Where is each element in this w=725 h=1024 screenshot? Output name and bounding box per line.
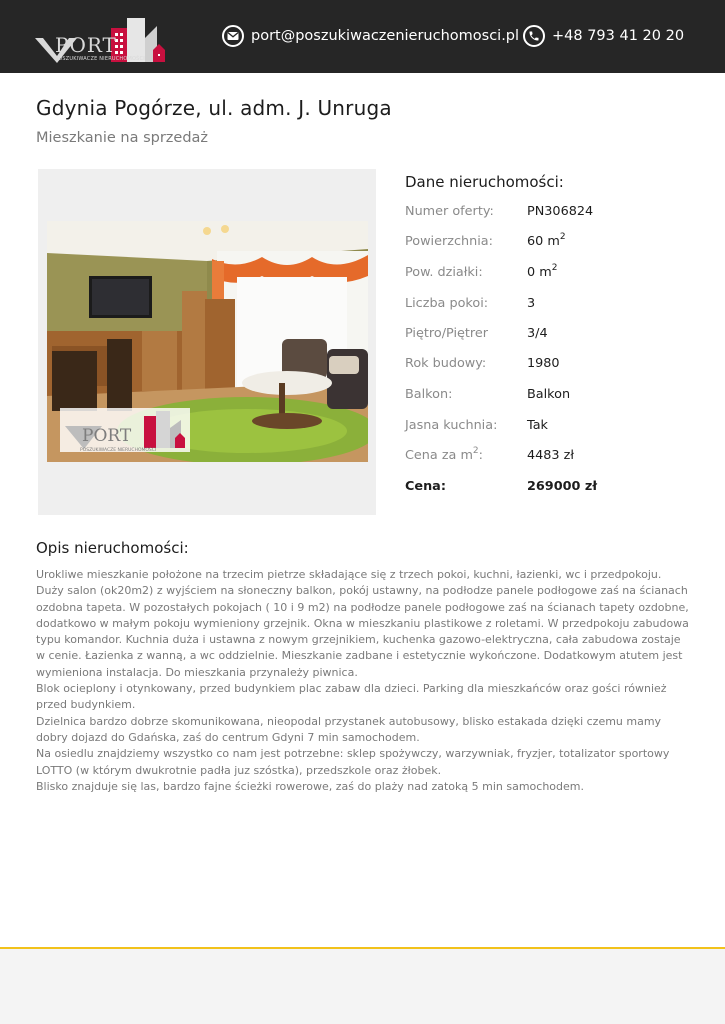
price-value: 269000 zł xyxy=(527,479,598,494)
detail-label: Rok budowy: xyxy=(405,356,487,371)
detail-label: Powierzchnia: xyxy=(405,234,493,249)
detail-row-balcony xyxy=(405,387,705,409)
phone-number[interactable]: +48 793 41 20 20 xyxy=(552,28,685,44)
detail-row-area xyxy=(405,234,705,256)
detail-row-offer-number xyxy=(405,204,705,226)
detail-row-rooms xyxy=(405,296,705,318)
detail-row-build-year xyxy=(405,356,705,378)
detail-label: Cena za $m^2$: xyxy=(405,446,483,463)
email-link[interactable]: port@poszukiwaczenieruchomosci.pl xyxy=(251,28,520,44)
detail-label: Pow. działki: xyxy=(405,265,483,280)
description-paragraph: Dzielnica bardzo dobrze skomunikowana, nieopodal przystanek autobusowy, blisko estakada dzięki czemu mamy dobry dojazd do Gdańska, zaś do centrum Gdyni 7 min samochodem. xyxy=(36,714,662,744)
detail-value: 3 xyxy=(527,296,536,311)
description-paragraph: Blisko znajduje się las, bardzo fajne ścieżki rowerowe, zaś do plaży nad zatoką 5 min samochodem. xyxy=(36,779,584,793)
page-footer xyxy=(0,949,725,1024)
detail-row-floor xyxy=(405,326,705,348)
detail-row-bright-kitchen xyxy=(405,418,705,440)
detail-label: Cena: xyxy=(405,479,446,494)
detail-value: 4483 zł xyxy=(527,448,574,463)
detail-value: 60 $m^2$ xyxy=(527,232,566,249)
description-paragraph: Na osiedlu znajdziemy wszystko co nam jest potrzebne: sklep spożywczy, warzywniak, fryzjer, totalizator sportowy LOTTO (w którym dwukrotnie padła juz szóstka), przedszkole oraz żłobek. xyxy=(36,747,670,777)
listing-type: Mieszkanie na sprzedaż xyxy=(36,130,209,146)
detail-row-price xyxy=(405,479,705,501)
page-title: Gdynia Pogórze, ul. adm. J. Unruga xyxy=(36,96,392,120)
detail-row-price-per-m2 xyxy=(405,448,705,470)
detail-row-plot-area xyxy=(405,265,705,287)
logo-text-main: PORT xyxy=(55,33,117,57)
detail-value: 0 $m^2$ xyxy=(527,263,558,280)
detail-value: 1980 xyxy=(527,356,560,371)
description-text xyxy=(36,567,692,795)
detail-value: PN306824 xyxy=(527,204,594,219)
svg-text:POSZUKIWACZE NIERUCHOMOŚCI: POSZUKIWACZE NIERUCHOMOŚCI xyxy=(80,448,157,453)
envelope-icon xyxy=(222,25,244,47)
detail-label: Liczba pokoi: xyxy=(405,296,489,311)
detail-label: Balkon: xyxy=(405,387,453,402)
detail-label: Piętro/Piętrer xyxy=(405,326,488,341)
detail-label: Numer oferty: xyxy=(405,204,494,219)
logo-text-sub: POSZUKIWACZE NIERUCHOMOŚCI xyxy=(55,56,145,62)
contact-email[interactable] xyxy=(222,22,519,50)
svg-text:PORT: PORT xyxy=(82,426,132,446)
photo-frame xyxy=(38,169,376,515)
detail-value: 3/4 xyxy=(527,326,548,341)
phone-icon xyxy=(523,25,545,47)
details-heading: Dane nieruchomości: xyxy=(405,173,564,191)
description-paragraph: Urokliwe mieszkanie położone na trzecim pietrze składające się z trzech pokoi, kuchni, łazienki, wc i przedpokoju. Duży salon (ok20m2) z wyjściem na słoneczny balkon, pokój ustawny, na podłodze panele podłogowe zaś na ścianach ozdobna tapeta. W pozostałych pokojach ( 10 i 9 m2) na podłodze panele podłogowe zaś na ścianach tapety ozdobne, dodatkowo w małym pokoju wymieniony grzejnik. Okna w mieszkaniu plastikowe z roletami. W przedpokoju zabudowa typu komandor. Kuchnia duża i ustawna z nowym grzejnikiem, kuchenka gazowo-elektryczna, cała zabudowa zostaje w cenie. Łazienka z wanną, a wc oddzielnie. Mieszkanie zadbane i estetycznie wykończone. Dodatkowym atutem jest wymieniona instalacja. Do mieszkania przynależy piwnica. xyxy=(36,568,689,679)
description-paragraph: Blok ocieplony i otynkowany, przed budynkiem plac zabaw dla dzieci. Parking dla mieszkańców oraz gości również przed budynkiem. xyxy=(36,682,667,712)
company-logo[interactable] xyxy=(35,16,171,68)
description-heading: Opis nieruchomości: xyxy=(36,539,189,557)
detail-label: Jasna kuchnia: xyxy=(405,418,498,433)
contact-phone[interactable] xyxy=(523,22,684,50)
detail-value: Balkon xyxy=(527,387,571,402)
page-header xyxy=(0,0,725,73)
property-photo[interactable] xyxy=(47,221,368,462)
detail-value: Tak xyxy=(527,418,548,433)
